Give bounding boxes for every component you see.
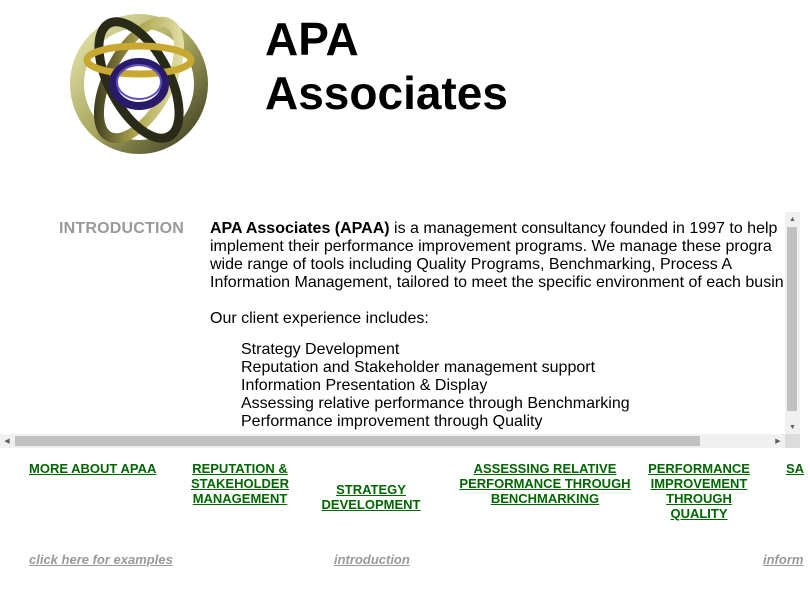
scroll-down-arrow-icon[interactable]: ▼ xyxy=(789,423,796,431)
intro-line-4: Information Management, tailored to meet the specific environment of each busin xyxy=(210,274,784,291)
introduction-label: INTRODUCTION xyxy=(59,220,185,237)
client-experience-list xyxy=(241,341,810,431)
nav-performance-line3: THROUGH xyxy=(666,491,732,506)
list-item: Strategy Development xyxy=(241,341,400,358)
list-item: Information Presentation & Display xyxy=(241,377,488,394)
intro-line-2: implement their performance improvement programs. We manage these progra xyxy=(210,238,772,255)
intro-line-1 xyxy=(210,220,810,238)
intro-paragraph xyxy=(210,220,810,292)
intro-line-1-rest: is a management consultancy founded in 1997 to help xyxy=(389,220,778,237)
nav-assessing-line3: BENCHMARKING xyxy=(490,491,600,506)
nav-reputation-line1: REPUTATION & xyxy=(192,461,288,476)
nav-cut-off-link[interactable] xyxy=(786,461,805,476)
nav-performance-line2: IMPROVEMENT xyxy=(650,476,748,491)
nav-performance-line1: PERFORMANCE xyxy=(648,461,750,476)
list-item: Performance improvement through Quality xyxy=(241,413,543,430)
introduction-link[interactable]: introduction xyxy=(334,552,410,567)
vertical-scrollbar[interactable] xyxy=(785,212,800,434)
nav-reputation-line2: STAKEHOLDER xyxy=(191,476,289,491)
horizontal-scroll-thumb[interactable] xyxy=(15,436,700,446)
intro-line-3: wide range of tools including Quality Programs, Benchmarking, Process A xyxy=(210,256,733,273)
examples-link[interactable]: click here for examples xyxy=(29,552,173,567)
apa-logo xyxy=(66,8,212,154)
horizontal-scrollbar[interactable] xyxy=(0,434,785,448)
nav-assessing-line1: ASSESSING RELATIVE xyxy=(473,461,617,476)
scroll-right-arrow-icon[interactable]: ▶ xyxy=(775,438,781,445)
client-experience-heading: Our client experience includes: xyxy=(210,310,429,327)
nav-reputation-stakeholder[interactable] xyxy=(186,461,294,506)
scrollbar-corner xyxy=(785,434,800,448)
nav-performance-line4: QUALITY xyxy=(670,506,728,521)
information-link-cut-off[interactable]: inform xyxy=(763,552,804,567)
intro-content-frame[interactable] xyxy=(0,212,800,448)
nav-reputation-line3: MANAGEMENT xyxy=(192,491,288,506)
nav-assessing-line2: PERFORMANCE THROUGH xyxy=(459,476,631,491)
nav-more-about-label: MORE ABOUT APAA xyxy=(29,461,157,476)
intro-content xyxy=(210,220,810,431)
company-title xyxy=(265,12,665,120)
nav-more-about-apaa[interactable] xyxy=(29,461,156,476)
vertical-scroll-thumb[interactable] xyxy=(787,227,797,411)
scroll-up-arrow-icon[interactable]: ▲ xyxy=(789,215,796,223)
scroll-left-arrow-icon[interactable]: ◀ xyxy=(4,438,10,445)
nav-strategy-line1: STRATEGY xyxy=(336,482,406,497)
nav-assessing-benchmarking[interactable] xyxy=(454,461,636,506)
nav-performance-quality[interactable] xyxy=(644,461,754,521)
company-name-bold: APA Associates (APAA) xyxy=(210,220,390,237)
nav-strategy-line2: DEVELOPMENT xyxy=(321,497,421,512)
company-title-line2: Associates xyxy=(265,67,508,119)
company-title-line1: APA xyxy=(265,13,359,65)
list-item: Assessing relative performance through Benchmarking xyxy=(241,395,630,412)
nav-cut-off-label: SA xyxy=(786,461,805,476)
nav-strategy-development[interactable] xyxy=(316,482,426,512)
list-item: Reputation and Stakeholder management support xyxy=(241,359,596,376)
